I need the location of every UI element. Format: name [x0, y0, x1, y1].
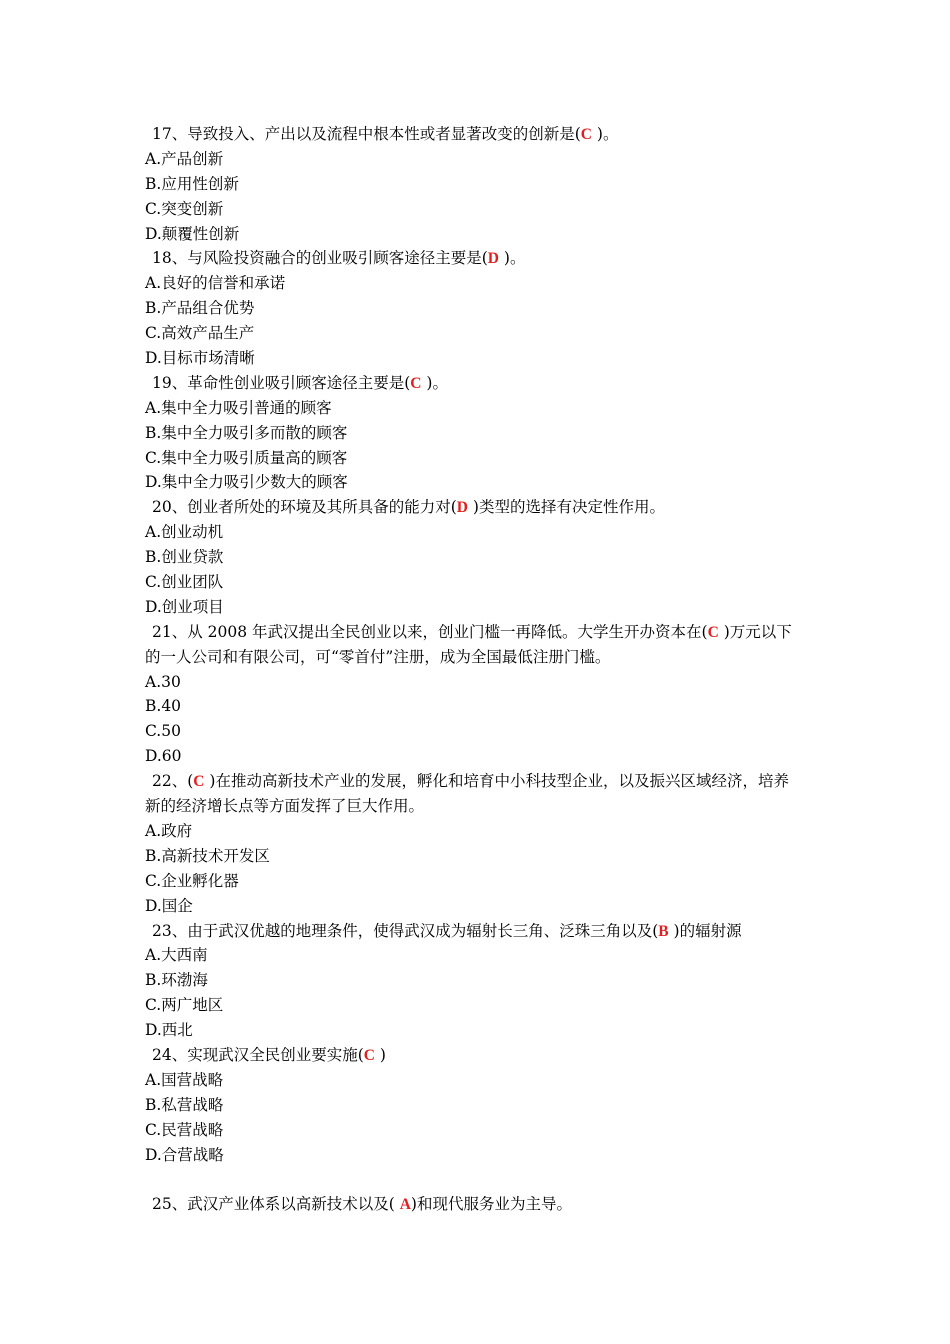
question-20-answer: D: [456, 499, 468, 517]
question-20-option-b: B.创业贷款: [145, 548, 224, 567]
question-17-option-c: C.突变创新: [145, 199, 224, 218]
question-17-text: 17、导致投入、产出以及流程中根本性或者显著改变的创新是(: [152, 125, 581, 143]
question-21: [145, 620, 810, 645]
question-24-option-a: A.国营战略: [145, 1070, 224, 1089]
question-24-option-b: B.私营战略: [145, 1095, 224, 1114]
question-20-option-c: C.创业团队: [145, 573, 224, 592]
question-24-option-d: D.合营战略: [145, 1145, 224, 1164]
question-18-option-b: B.产品组合优势: [145, 299, 255, 318]
question-19-text: 19、革命性创业吸引顾客途径主要是(: [152, 373, 411, 392]
question-17-option-b: B.应用性创新: [145, 174, 239, 193]
question-21-option-b: B.40: [145, 697, 182, 716]
question-18-option-c: C.高效产品生产: [145, 324, 255, 343]
question-22-option-c: C.企业孵化器: [145, 871, 239, 890]
question-19-option-b: B.集中全力吸引多而散的顾客: [145, 423, 348, 442]
question-22-option-b: B.高新技术开发区: [145, 846, 270, 865]
question-17-option-a: A.产品创新: [145, 149, 224, 168]
question-17-answer: C: [580, 126, 592, 143]
question-25: [145, 1192, 810, 1217]
question-21-answer: C: [707, 623, 719, 641]
question-21-option-c: C.50: [145, 722, 181, 741]
question-19: [145, 371, 810, 396]
question-17-option-d: D.颠覆性创新: [145, 224, 240, 243]
question-22-text: 22、(: [152, 772, 194, 791]
question-22-option-d: D.国企: [145, 896, 193, 915]
question-23: [145, 919, 810, 944]
question-20: [145, 495, 810, 520]
question-18: [145, 246, 810, 271]
question-17-tail: )。: [591, 125, 619, 143]
question-23-option-a: A.大西南: [145, 946, 208, 965]
question-22-continuation: 新的经济增长点等方面发挥了巨大作用。: [145, 797, 425, 816]
question-22: [145, 769, 810, 794]
question-23-answer: B: [658, 922, 669, 940]
question-23-option-c: C.两广地区: [145, 996, 224, 1015]
question-18-option-d: D.目标市场清晰: [145, 349, 255, 368]
question-21-option-a: A.30: [145, 672, 181, 691]
question-18-tail: )。: [498, 249, 526, 268]
question-list: [145, 122, 810, 1217]
question-24: [145, 1043, 810, 1068]
question-23-text: 23、由于武汉优越的地理条件，使得武汉成为辐射长三角、泛珠三角以及(: [152, 921, 659, 940]
question-24-tail: ): [374, 1045, 386, 1064]
question-21-tail: )万元以下: [718, 622, 792, 641]
question-19-answer: C: [410, 374, 422, 392]
question-20-tail: )类型的选择有决定性作用。: [467, 498, 665, 517]
question-19-option-c: C.集中全力吸引质量高的顾客: [145, 448, 348, 467]
question-25-text: 25、武汉产业体系以高新技术以及(: [152, 1195, 400, 1214]
question-25-answer: A: [399, 1196, 411, 1214]
question-20-text: 20、创业者所处的环境及其所具备的能力对(: [152, 498, 457, 517]
question-21-text: 21、从 2008 年武汉提出全民创业以来，创业门槛一再降低。大学生开办资本在(: [152, 622, 708, 641]
question-21-option-d: D.60: [145, 747, 182, 766]
question-24-option-c: C.民营战略: [145, 1120, 224, 1139]
question-21-continuation: 的一人公司和有限公司，可“零首付”注册，成为全国最低注册门槛。: [145, 647, 611, 666]
question-24-answer: C: [363, 1046, 375, 1064]
question-18-option-a: A.良好的信誉和承诺: [145, 274, 286, 293]
question-22-answer: C: [193, 773, 205, 791]
blank-line: [145, 1167, 810, 1192]
question-18-text: 18、与风险投资融合的创业吸引顾客途径主要是(: [152, 249, 488, 268]
question-20-option-d: D.创业项目: [145, 597, 224, 616]
question-19-option-a: A.集中全力吸引普通的顾客: [145, 398, 332, 417]
question-23-option-b: B.环渤海: [145, 971, 208, 990]
question-18-answer: D: [487, 250, 499, 268]
question-20-option-a: A.创业动机: [145, 523, 224, 542]
question-24-text: 24、实现武汉全民创业要实施(: [152, 1045, 364, 1064]
question-25-tail: )和现代服务业为主导。: [410, 1195, 572, 1214]
question-23-option-d: D.西北: [145, 1021, 193, 1040]
question-22-option-a: A.政府: [145, 821, 193, 840]
question-17: [145, 122, 810, 147]
question-19-tail: )。: [421, 373, 448, 392]
question-22-tail: )在推动高新技术产业的发展，孵化和培育中小科技型企业，以及振兴区域经济，培养: [204, 772, 789, 791]
question-19-option-d: D.集中全力吸引少数大的顾客: [145, 473, 348, 492]
question-23-tail: )的辐射源: [668, 921, 742, 940]
